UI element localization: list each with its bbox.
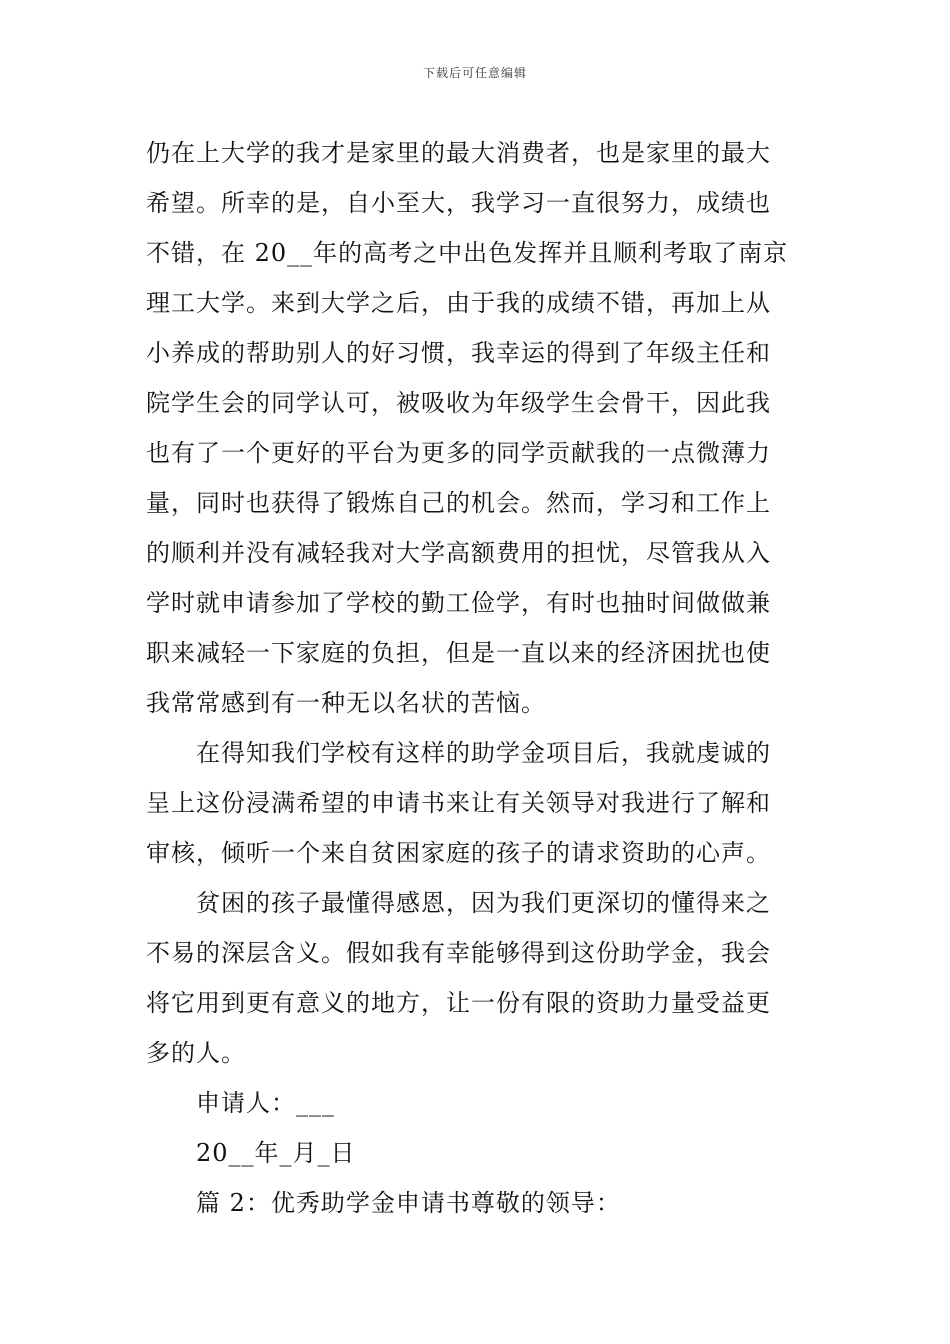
applicant-line: 申请人：___ <box>196 1089 335 1117</box>
paragraph-2 <box>146 728 818 878</box>
text-line: 审核，倾听一个来自贫困家庭的孩子的请求资助的心声。 <box>146 839 771 867</box>
text-line: 理工大学。来到大学之后，由于我的成绩不错，再加上从 <box>146 289 771 317</box>
text-line: 多的人。 <box>146 1039 246 1067</box>
text-line: 呈上这份浸满希望的申请书来让有关领导对我进行了解和 <box>146 789 771 817</box>
text-line: 的顺利并没有减轻我对大学高额费用的担忧，尽管我从入 <box>146 539 771 567</box>
text-line: 不易的深层含义。假如我有幸能够得到这份助学金，我会 <box>146 939 771 967</box>
text-line: 在得知我们学校有这样的助学金项目后，我就虔诚的 <box>196 739 771 767</box>
text-line: 学时就申请参加了学校的勤工俭学，有时也抽时间做做兼 <box>146 589 771 617</box>
page-header-note: 下载后可任意编辑 <box>422 66 527 80</box>
text-line: 仍在上大学的我才是家里的最大消费者，也是家里的最大 <box>146 139 771 167</box>
text-line: 也有了一个更好的平台为更多的同学贡献我的一点微薄力 <box>146 439 771 467</box>
date-line: 20__年_月_日 <box>196 1139 356 1167</box>
next-section-title: 篇 2：优秀助学金申请书尊敬的领导： <box>196 1189 621 1217</box>
text-line: 贫困的孩子最懂得感恩，因为我们更深切的懂得来之 <box>196 889 771 917</box>
text-line: 量，同时也获得了锻炼自己的机会。然而，学习和工作上 <box>146 489 771 517</box>
paragraph-3 <box>146 878 818 1078</box>
paragraph-1 <box>146 128 818 728</box>
text-line: 希望。所幸的是，自小至大，我学习一直很努力，成绩也 <box>146 189 771 217</box>
text-line: 院学生会的同学认可，被吸收为年级学生会骨干，因此我 <box>146 389 771 417</box>
text-line: 不错，在 20__年的高考之中出色发挥并且顺利考取了南京 <box>146 239 789 267</box>
signature-block <box>146 1078 818 1228</box>
document-body <box>146 128 818 1228</box>
text-line: 我常常感到有一种无以名状的苦恼。 <box>146 689 546 717</box>
text-line: 将它用到更有意义的地方，让一份有限的资助力量受益更 <box>146 989 771 1017</box>
text-line: 小养成的帮助别人的好习惯，我幸运的得到了年级主任和 <box>146 339 771 367</box>
text-line: 职来减轻一下家庭的负担，但是一直以来的经济困扰也使 <box>146 639 771 667</box>
